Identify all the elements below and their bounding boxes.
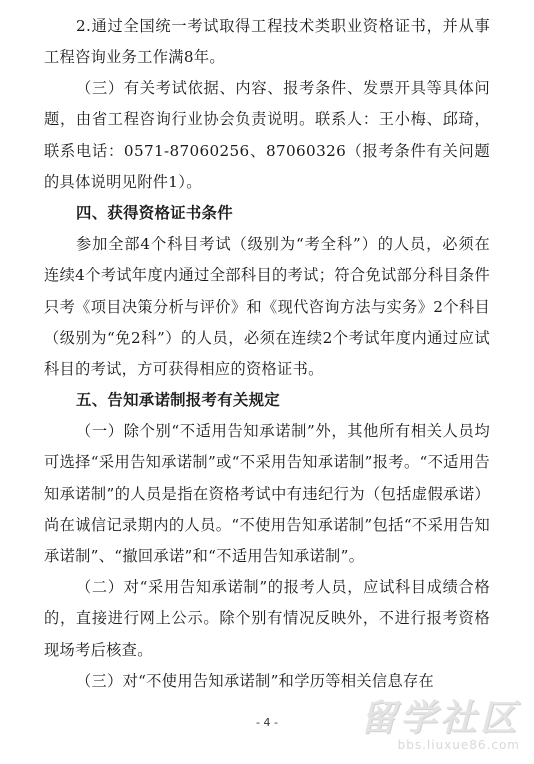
paragraph-contact-info: （三）有关考试依据、内容、报考条件、发票开具等具体问题，由省工程咨询行业协会负责说明。联系人：王小梅、邱琦，联系电话：0571-87060256、87060326（报考条件有关问题的具体说明见附件1）。 xyxy=(44,79,490,191)
paragraph-certificate-conditions: 参加全部4个科目考试（级别为“考全科”）的人员，必须在连续4个考试年度内通过全部科目的考试；符合免试部分科目条件只考《项目决策分析与评价》和《现代咨询方法与实务》2个科目（级别为“免2科”）的人员，必须在连续2个考试年度内通过应试科目的考试，方可获得相应的资格证书。 xyxy=(44,235,490,379)
watermark-logo: 留学社区 xyxy=(359,698,520,739)
paragraph-commitment-rule-3: （三）对“不使用告知承诺制”和学历等相关信息存在 xyxy=(76,672,435,690)
watermark xyxy=(360,700,520,752)
watermark-url: bbs.liuxue86.com xyxy=(397,738,520,752)
section-heading-commitment-rules: 五、告知承诺制报考有关规定 xyxy=(76,391,280,409)
page-number: - 4 - xyxy=(256,716,278,729)
section-heading-certificate-conditions: 四、获得资格证书条件 xyxy=(76,204,233,222)
paragraph-commitment-rule-2: （二）对“采用告知承诺制”的报考人员，应试科目成绩合格的，直接进行网上公示。除个别有情况反映外，不进行报考资格现场考后核查。 xyxy=(44,578,490,659)
paragraph-work-experience: 2.通过全国统一考试取得工程技术类职业资格证书，并从事工程咨询业务工作满8年。 xyxy=(44,17,490,67)
paragraph-commitment-rule-1: （一）除个别“不适用告知承诺制”外，其他所有相关人员均可选择“采用告知承诺制”或“不采用告知承诺制”报考。“不适用告知承诺制”的人员是指在资格考试中有违纪行为（包括虚假承诺）尚在诚信记录期内的人员。“不使用告知承诺制”包括“不采用告知承诺制”、“撤回承诺”和“不适用告知承诺制”。 xyxy=(44,422,490,566)
